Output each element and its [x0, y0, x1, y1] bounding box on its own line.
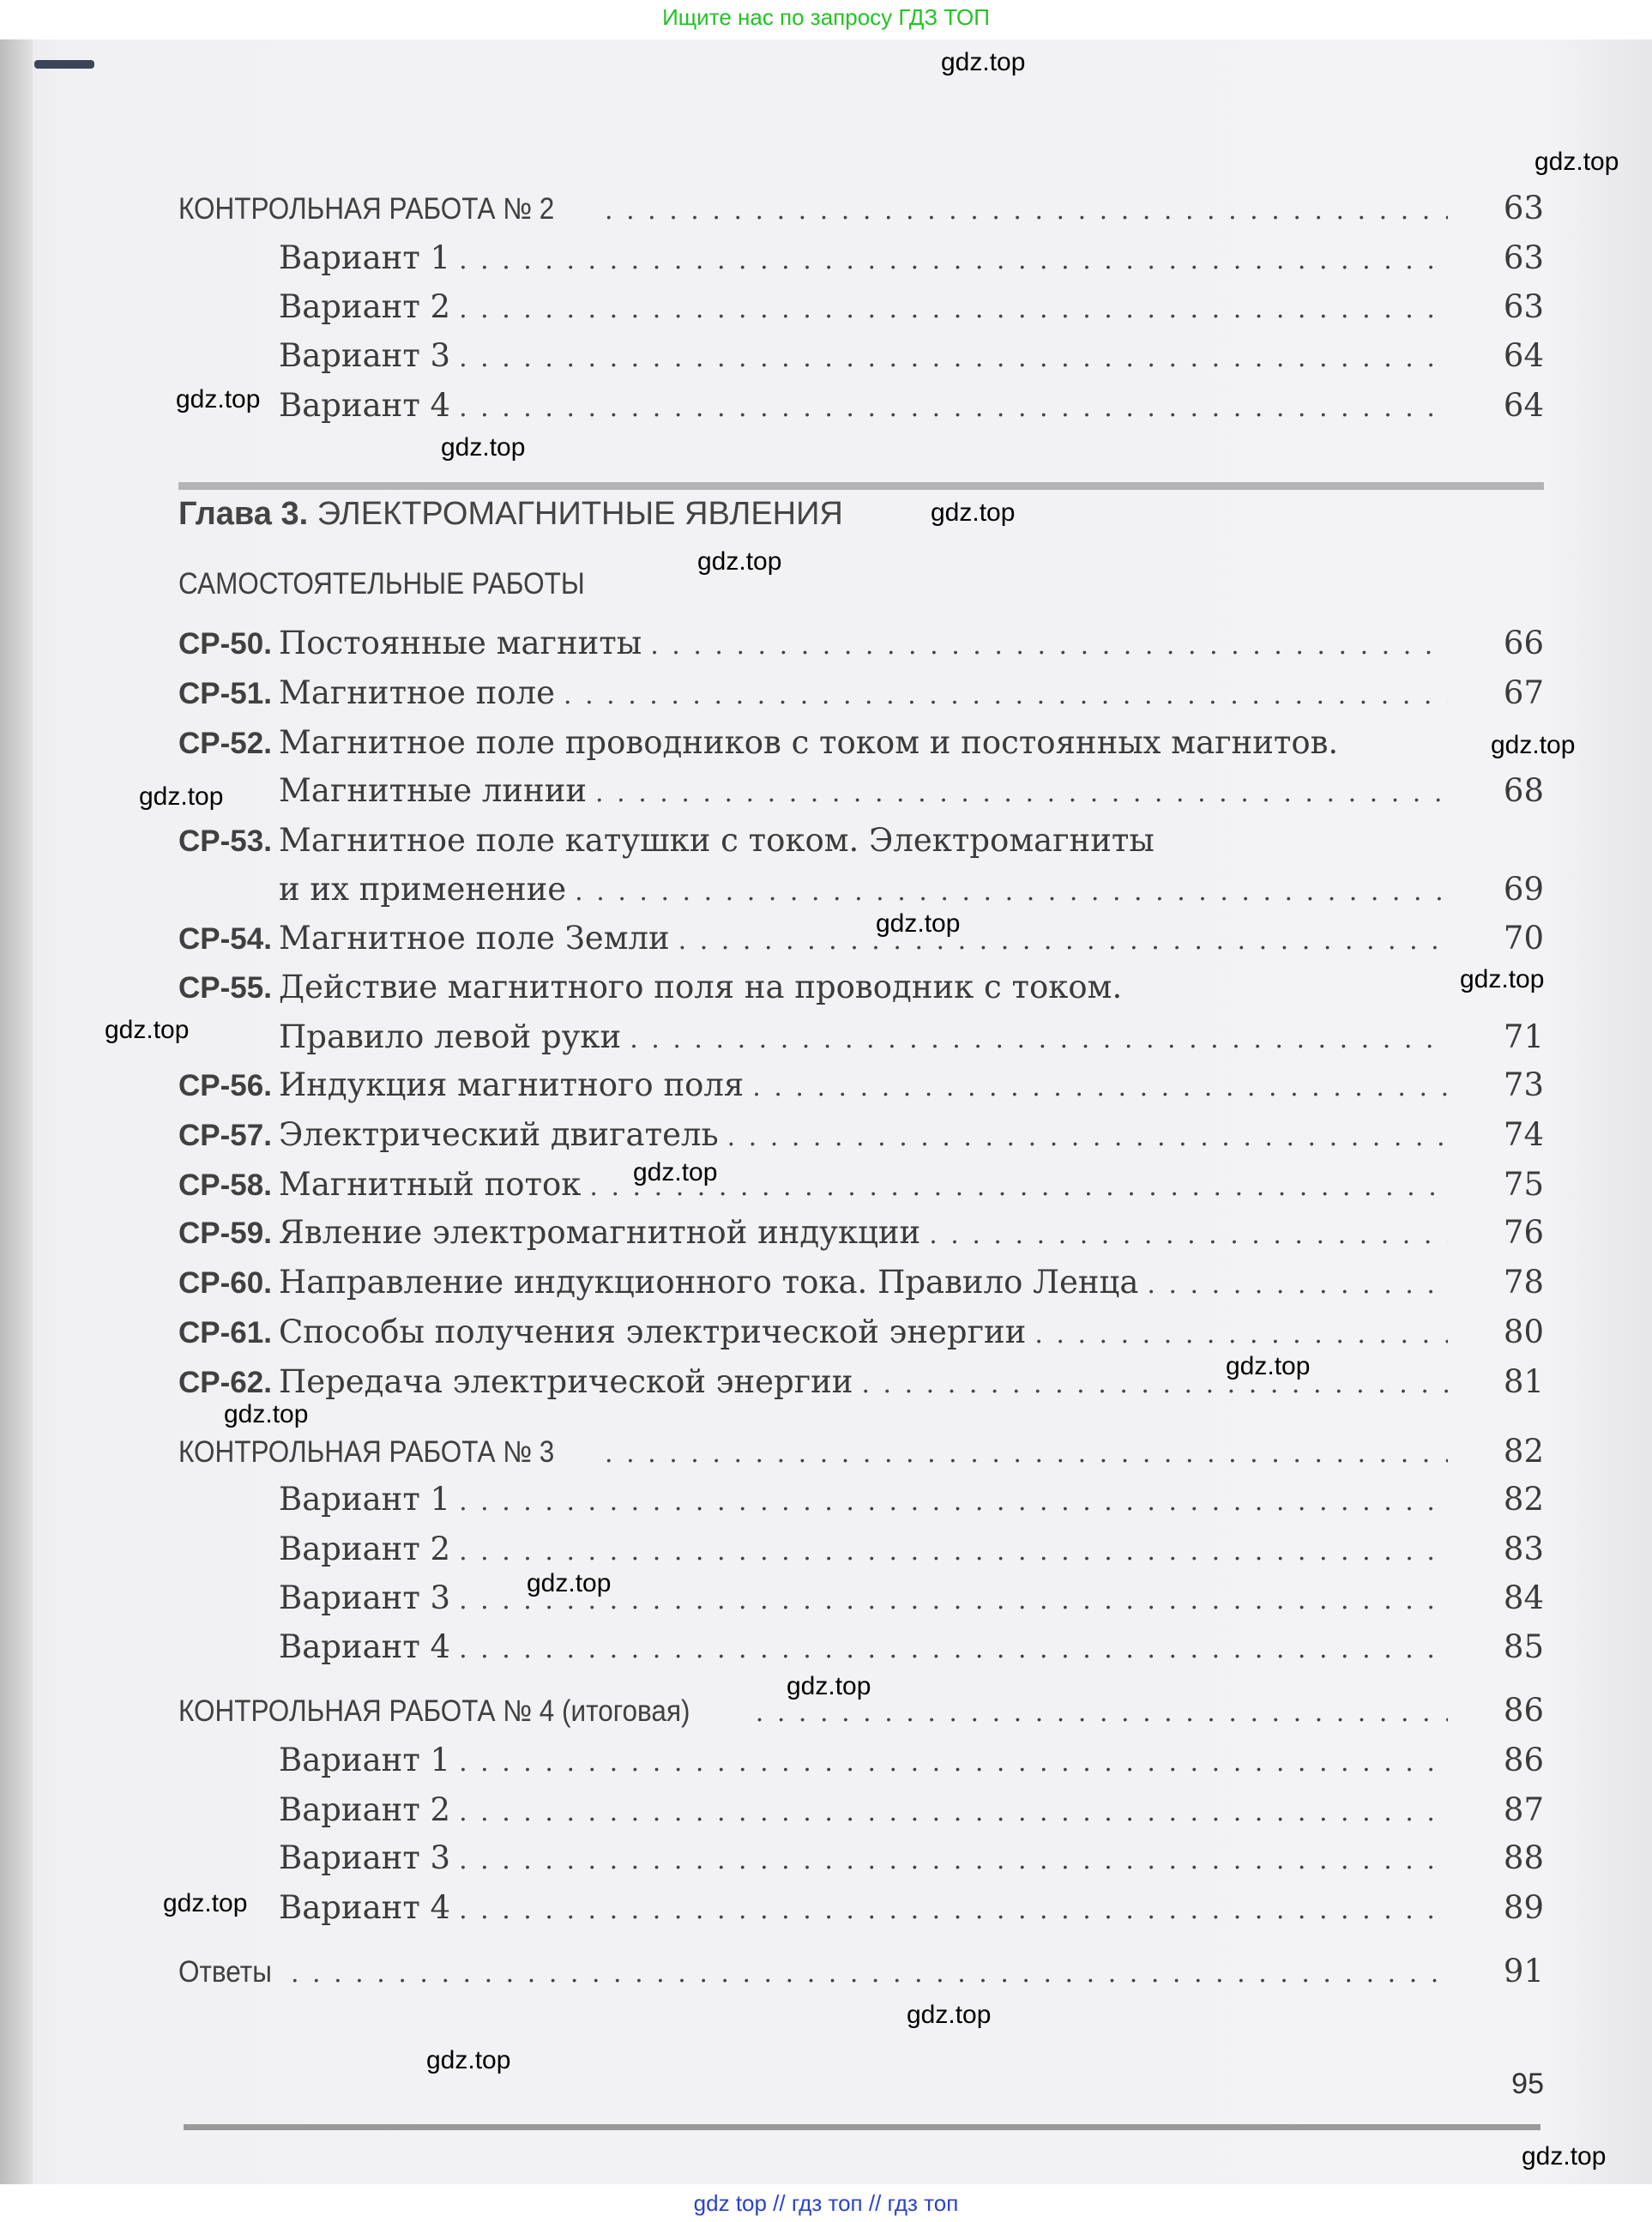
- entry-page: 89: [1503, 1889, 1544, 1926]
- entry-page: 63: [1503, 239, 1544, 276]
- dot-leader: [575, 871, 1448, 914]
- entry-title: Передача электрической энергии: [278, 1363, 853, 1400]
- entry-page: 86: [1503, 1742, 1544, 1778]
- watermark: gdz.top: [697, 547, 782, 576]
- dot-leader: [1034, 1313, 1448, 1356]
- watermark: gdz.top: [441, 433, 526, 462]
- entry-page: 69: [1503, 871, 1544, 908]
- entry-page: 85: [1503, 1628, 1544, 1665]
- entry-page: 87: [1503, 1791, 1544, 1828]
- entry-title: Вариант 1: [279, 239, 451, 276]
- entry-page: 78: [1503, 1264, 1544, 1301]
- dot-leader: [459, 288, 1448, 331]
- entry-code: СР-52.: [178, 727, 272, 760]
- dot-leader: [459, 239, 1448, 282]
- entry-page: 73: [1503, 1066, 1544, 1103]
- watermark: gdz.top: [527, 1569, 612, 1597]
- entry-page: 91: [1503, 1953, 1544, 1990]
- page-corner-mark: [34, 60, 94, 69]
- entry-page: 84: [1503, 1579, 1544, 1616]
- entry-title: Вариант 4: [279, 1628, 451, 1665]
- entry-page: 81: [1503, 1363, 1544, 1400]
- footer-links[interactable]: gdz top // гдз топ // гдз топ: [0, 2184, 1652, 2222]
- entry-title: КОНТРОЛЬНАЯ РАБОТА № 3: [178, 1435, 555, 1469]
- entry-code: СР-62.: [178, 1366, 272, 1399]
- entry-title: Вариант 1: [279, 1481, 451, 1518]
- toc-entry[interactable]: [0, 1430, 1544, 1473]
- toc-entry[interactable]: [0, 966, 1544, 1009]
- entry-title: КОНТРОЛЬНАЯ РАБОТА № 4 (итоговая): [178, 1694, 690, 1728]
- entry-page: 63: [1503, 288, 1544, 325]
- entry-title: Магнитное поле катушки с током. Электромагниты: [278, 822, 1155, 859]
- toc-entry[interactable]: [0, 1789, 1544, 1832]
- watermark: gdz.top: [931, 498, 1016, 527]
- entry-title: Вариант 4: [279, 387, 451, 424]
- toc-entry[interactable]: [0, 1261, 1544, 1304]
- toc-entry[interactable]: [0, 237, 1544, 280]
- entry-title: Вариант 3: [279, 1839, 451, 1876]
- dot-leader: [459, 1839, 1448, 1882]
- entry-title: Правило левой руки: [279, 1018, 622, 1055]
- entry-code: СР-50.: [178, 627, 272, 661]
- entry-title: САМОСТОЯТЕЛЬНЫЕ РАБОТЫ: [178, 567, 585, 601]
- entry-page: 82: [1503, 1433, 1544, 1470]
- dot-leader: [459, 387, 1448, 430]
- toc-entry[interactable]: [0, 868, 1544, 911]
- dot-leader: [459, 1481, 1448, 1524]
- dot-leader: [291, 1953, 1448, 1996]
- watermark: gdz.top: [139, 782, 224, 811]
- entry-title: Вариант 2: [279, 288, 451, 325]
- watermark: gdz.top: [941, 48, 1026, 76]
- entry-title: Вариант 2: [279, 1791, 451, 1828]
- entry-code: СР-53.: [178, 824, 272, 858]
- dot-leader: [459, 1889, 1448, 1932]
- toc-entry[interactable]: [0, 1950, 1544, 1993]
- entry-title: Вариант 2: [279, 1531, 451, 1567]
- toc-entry[interactable]: [0, 1739, 1544, 1782]
- entry-code: СР-61.: [178, 1316, 272, 1350]
- search-banner[interactable]: Ищите нас по запросу ГДЗ ТОП: [0, 0, 1652, 39]
- entry-title: КОНТРОЛЬНАЯ РАБОТА № 2: [178, 192, 555, 226]
- dot-leader: [459, 1628, 1448, 1671]
- toc-entry[interactable]: [0, 1577, 1544, 1620]
- toc-entry[interactable]: [0, 1528, 1544, 1571]
- entry-title: Магнитное поле Земли: [278, 920, 670, 957]
- toc-entry[interactable]: [0, 1211, 1544, 1254]
- entry-title: Действие магнитного поля на проводник с током.: [278, 969, 1123, 1005]
- dot-leader: [727, 1116, 1448, 1159]
- chapter-title: ЭЛЕКТРОМАГНИТНЫЕ ЯВЛЕНИЯ: [317, 496, 843, 532]
- entry-page: 88: [1503, 1839, 1544, 1876]
- toc-entry[interactable]: [0, 1837, 1544, 1880]
- entry-title: Вариант 1: [279, 1742, 451, 1778]
- entry-title: Направление индукционного тока. Правило Ленца: [278, 1264, 1139, 1301]
- entry-page: 64: [1503, 387, 1544, 424]
- entry-title: Индукция магнитного поля: [278, 1066, 745, 1103]
- dot-leader: [459, 337, 1448, 380]
- dot-leader: [605, 190, 1448, 232]
- toc-entry[interactable]: [0, 1064, 1544, 1107]
- toc-entry[interactable]: [0, 722, 1544, 764]
- entry-page: 74: [1503, 1116, 1544, 1153]
- dot-leader: [929, 1214, 1448, 1257]
- entry-page: 75: [1503, 1166, 1544, 1203]
- watermark: gdz.top: [876, 909, 961, 938]
- entry-title: Постоянные магниты: [278, 625, 642, 661]
- entry-title: Способы получения электрической энергии: [278, 1313, 1027, 1350]
- page-number: 95: [1511, 2068, 1544, 2100]
- entry-page: 82: [1503, 1481, 1544, 1518]
- entry-title: Вариант 4: [279, 1889, 451, 1926]
- dot-leader: [595, 772, 1448, 815]
- entry-title: Магнитный поток: [278, 1166, 582, 1203]
- entry-page: 66: [1503, 625, 1544, 661]
- dot-leader: [678, 920, 1448, 963]
- entry-page: 76: [1503, 1214, 1544, 1251]
- toc-entry[interactable]: [0, 1689, 1544, 1732]
- toc-entry[interactable]: [0, 770, 1544, 812]
- dot-leader: [1147, 1264, 1448, 1307]
- entry-page: 70: [1503, 920, 1544, 957]
- dot-leader: [650, 625, 1448, 667]
- entry-page: 64: [1503, 337, 1544, 374]
- watermark: gdz.top: [1226, 1352, 1311, 1380]
- dot-leader: [564, 674, 1448, 717]
- entry-title: Электрический двигатель: [278, 1116, 719, 1153]
- dot-leader: [861, 1363, 1448, 1406]
- watermark: gdz.top: [176, 385, 261, 414]
- watermark: gdz.top: [105, 1016, 190, 1044]
- dot-leader: [752, 1066, 1448, 1109]
- toc-entry[interactable]: [0, 286, 1544, 329]
- entry-title: Вариант 3: [279, 337, 451, 374]
- bottom-rule: [184, 2124, 1540, 2130]
- toc-entry[interactable]: [0, 1311, 1544, 1354]
- toc-entry[interactable]: [0, 1114, 1544, 1156]
- dot-leader: [459, 1791, 1448, 1834]
- watermark: gdz.top: [1460, 965, 1545, 993]
- toc-entry[interactable]: [0, 1626, 1544, 1669]
- watermark: gdz.top: [787, 1672, 871, 1700]
- toc-entry[interactable]: [0, 672, 1544, 715]
- chapter-number: Глава 3.: [178, 496, 309, 532]
- chapter-divider: [178, 482, 1544, 490]
- entry-title: Ответы: [178, 1955, 272, 1989]
- entry-title: Магнитные линии: [279, 772, 588, 809]
- entry-page: 83: [1503, 1531, 1544, 1567]
- dot-leader: [459, 1742, 1448, 1784]
- entry-page: 80: [1503, 1313, 1544, 1350]
- watermark: gdz.top: [1534, 148, 1619, 176]
- watermark: gdz.top: [1491, 731, 1576, 759]
- watermark: gdz.top: [1522, 2142, 1607, 2171]
- watermark: gdz.top: [426, 2046, 511, 2074]
- entry-page: 63: [1503, 190, 1544, 226]
- entry-title: и их применение: [279, 871, 567, 908]
- dot-leader: [630, 1018, 1448, 1061]
- entry-code: СР-59.: [178, 1217, 272, 1250]
- toc-entry[interactable]: [0, 1163, 1544, 1206]
- watermark: gdz.top: [907, 2001, 992, 2029]
- chapter-heading: [178, 496, 843, 533]
- entry-code: СР-55.: [178, 971, 272, 1005]
- toc-entry[interactable]: [0, 917, 1544, 960]
- toc-entry[interactable]: [0, 1478, 1544, 1521]
- entry-code: СР-57.: [178, 1119, 272, 1152]
- entry-code: СР-58.: [178, 1168, 272, 1202]
- entry-title: Явление электромагнитной индукции: [278, 1214, 921, 1251]
- entry-title: Магнитное поле: [278, 674, 555, 711]
- toc-entry[interactable]: [0, 1361, 1544, 1404]
- watermark: gdz.top: [633, 1158, 718, 1186]
- dot-leader: [589, 1166, 1448, 1209]
- entry-page: 67: [1503, 674, 1544, 711]
- entry-code: СР-51.: [178, 677, 272, 710]
- watermark: gdz.top: [224, 1400, 309, 1428]
- dot-leader: [605, 1433, 1448, 1476]
- toc-entry[interactable]: [0, 819, 1544, 862]
- entry-page: 71: [1503, 1018, 1544, 1055]
- entry-code: СР-54.: [178, 922, 272, 956]
- entry-page: 68: [1503, 772, 1544, 809]
- dot-leader: [459, 1531, 1448, 1573]
- toc-entry[interactable]: [0, 622, 1544, 665]
- entry-code: СР-60.: [178, 1266, 272, 1300]
- entry-title: Вариант 3: [279, 1579, 451, 1616]
- entry-code: СР-56.: [178, 1069, 272, 1102]
- toc-entry[interactable]: [0, 187, 1544, 230]
- toc-entry[interactable]: [0, 1016, 1544, 1059]
- watermark: gdz.top: [163, 1889, 248, 1917]
- entry-title: Магнитное поле проводников с током и постоянных магнитов.: [278, 724, 1339, 761]
- entry-page: 86: [1503, 1692, 1544, 1729]
- toc-entry[interactable]: [0, 335, 1544, 377]
